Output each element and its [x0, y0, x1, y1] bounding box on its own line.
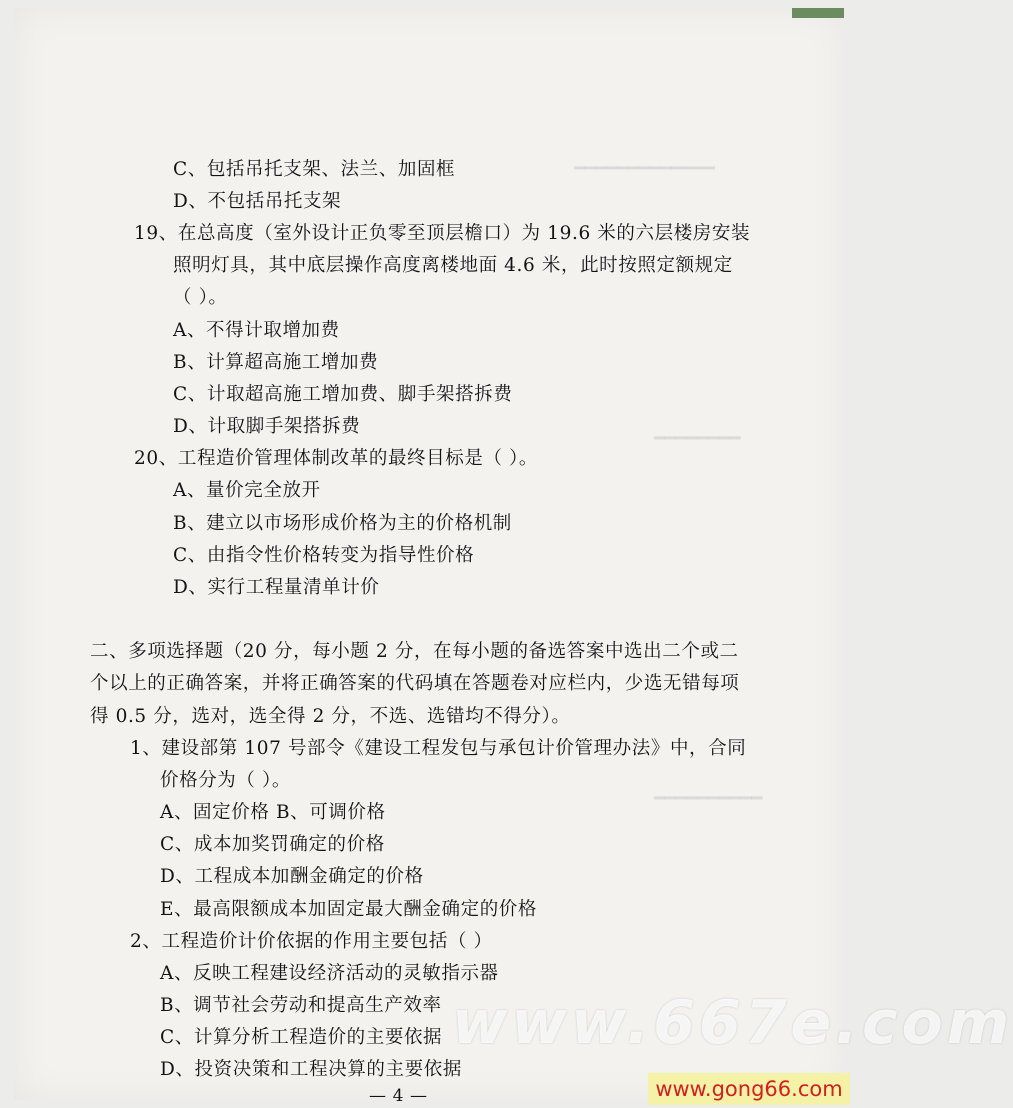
option-line: B、计算超高施工增加费 [173, 352, 379, 373]
question-line: 价格分为（ ）。 [160, 770, 291, 791]
question-line: 20、工程造价管理体制改革的最终目标是（ ）。 [134, 448, 538, 469]
section-heading-line: 二、多项选择题（20 分，每小题 2 分，在每小题的备选答案中选出二个或二 [90, 641, 739, 662]
page-number: — 4 — [369, 1086, 428, 1106]
document-page [14, 8, 844, 1106]
option-line: E、最高限额成本加固定最大酬金确定的价格 [160, 899, 538, 920]
option-line: A、固定价格 B、可调价格 [160, 802, 386, 823]
bleed-through-decoration: ━━━━━━━━━━ [654, 788, 763, 809]
source-url-badge: www.gong66.com [648, 1073, 850, 1105]
site-watermark: www.667e.com [452, 988, 1013, 1058]
option-line: B、调节社会劳动和提高生产效率 [160, 995, 442, 1016]
question-line: 照明灯具，其中底层操作高度离楼地面 4.6 米，此时按照定额规定 [173, 255, 733, 276]
option-line: D、实行工程量清单计价 [173, 577, 380, 598]
option-line: C、成本加奖罚确定的价格 [160, 834, 385, 855]
option-line: A、量价完全放开 [173, 480, 321, 501]
option-line: D、投资决策和工程决算的主要依据 [160, 1059, 462, 1080]
page-corner-mark [792, 8, 844, 18]
bleed-through-decoration: ━━━━━━━━━━━━━ [574, 158, 715, 179]
option-line: C、计取超高施工增加费、脚手架搭拆费 [173, 384, 513, 405]
question-line: （ ）。 [173, 287, 228, 308]
option-line: D、工程成本加酬金确定的价格 [160, 866, 424, 887]
question-line: 19、在总高度（室外设计正负零至顶层檐口）为 19.6 米的六层楼房安装 [134, 223, 751, 244]
option-line: D、不包括吊托支架 [173, 191, 342, 212]
question-line: 1、建设部第 107 号部令《建设工程发包与承包计价管理办法》中，合同 [130, 738, 747, 759]
option-line: A、不得计取增加费 [173, 320, 340, 341]
bleed-through-decoration: ━━━━━━━━ [654, 428, 741, 449]
option-line: C、包括吊托支架、法兰、加固框 [173, 159, 456, 180]
option-line: C、计算分析工程造价的主要依据 [160, 1027, 443, 1048]
option-line: B、建立以市场形成价格为主的价格机制 [173, 513, 512, 534]
option-line: D、计取脚手架搭拆费 [173, 416, 361, 437]
option-line: C、由指令性价格转变为指导性价格 [173, 545, 475, 566]
option-line: A、反映工程建设经济活动的灵敏指示器 [160, 963, 499, 984]
section-heading-line: 个以上的正确答案，并将正确答案的代码填在答题卷对应栏内，少选无错每项 [90, 673, 740, 694]
section-heading-line: 得 0.5 分，选对，选全得 2 分，不选、选错均不得分）。 [90, 706, 571, 727]
question-line: 2、工程造价计价依据的作用主要包括（ ） [130, 931, 493, 952]
